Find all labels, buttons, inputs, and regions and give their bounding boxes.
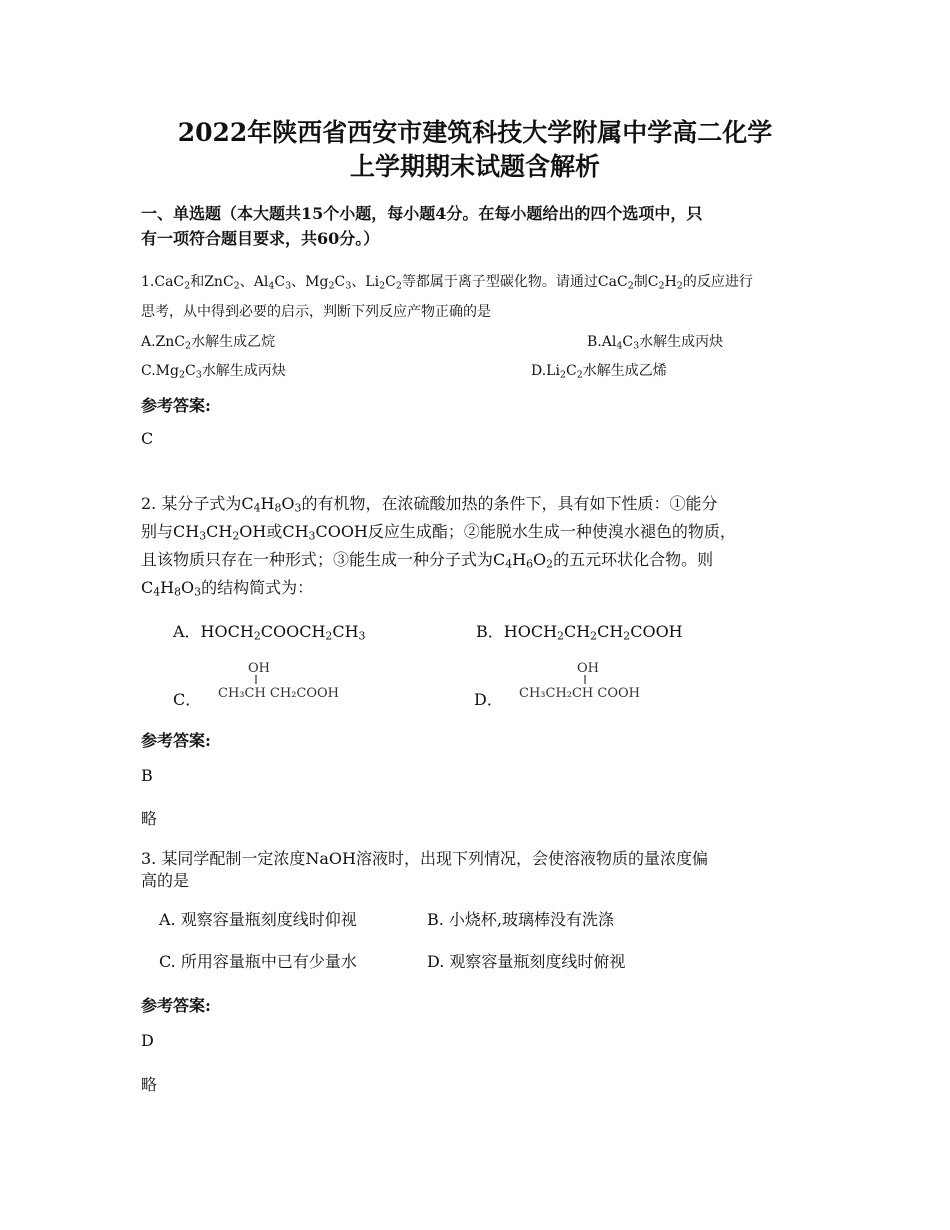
document-title-line1: 2022年陕西省西安市建筑科技大学附属中学高二化学 xyxy=(177,118,773,147)
q3-answer: D xyxy=(141,1031,154,1050)
text-run: 水解生成丙炔 xyxy=(201,363,286,379)
text-run: 2. 某分子式为C xyxy=(141,494,254,513)
subscript: 3 xyxy=(633,340,640,352)
text-run: CH xyxy=(332,622,359,641)
text-run: H xyxy=(512,550,527,569)
subscript: 8 xyxy=(174,585,182,599)
q2-option-c-label: C． xyxy=(173,690,202,709)
subscript: 2 xyxy=(328,280,335,292)
subscript: 3 xyxy=(358,629,366,643)
q3-note: 略 xyxy=(141,1075,158,1094)
text-run: COOCH xyxy=(260,622,326,641)
subscript: 2 xyxy=(185,340,192,352)
subscript: 3 xyxy=(194,585,202,599)
q2-answer: B xyxy=(141,766,153,785)
text-run: CH xyxy=(563,622,591,641)
subscript: 3 xyxy=(195,369,202,381)
structure-d-oh: OH xyxy=(577,661,599,676)
structure-c-oh: OH xyxy=(248,661,270,676)
text-run: CH xyxy=(597,622,624,641)
text-run: 的五元环状化合物。则 xyxy=(553,550,714,569)
q2-option-b xyxy=(476,618,683,646)
q2-option-d-structure xyxy=(517,656,657,710)
q2-option-d-label: D． xyxy=(474,690,503,709)
q2-line4 xyxy=(141,574,313,602)
text-run: 和ZnC xyxy=(190,274,234,290)
text-run: 的有机物，在浓硫酸加热的条件下，具有如下性质：①能分 xyxy=(301,494,718,513)
q2-line2 xyxy=(141,518,736,546)
q1-line2: 思考，从中得到必要的启示，判断下列反应产物正确的是 xyxy=(141,304,491,320)
text-run: 水解生成乙烷 xyxy=(191,334,276,350)
text-run: CH xyxy=(206,522,233,541)
text-run: 水解生成丙炔 xyxy=(639,334,724,350)
text-run: H xyxy=(260,494,275,513)
text-run: D.Li xyxy=(531,363,560,379)
q3-option-b: B. 小烧杯,玻璃棒没有洗涤 xyxy=(427,910,615,929)
section-heading-line1: 一、单选题（本大题共15个小题，每小题4分。在每小题给出的四个选项中，只 xyxy=(141,204,703,223)
text-run: C xyxy=(385,274,396,290)
structure-d-chain: CH₃CH₂CH COOH xyxy=(519,686,641,701)
text-run: 的结构简式为： xyxy=(201,578,314,597)
text-run: 的反应进行 xyxy=(682,274,753,290)
text-run: 等都属于离子型碳化物。请通过CaC xyxy=(401,274,628,290)
q3-line1: 3. 某同学配制一定浓度NaOH溶液时，出现下列情况，会使溶液物质的量浓度偏 xyxy=(141,849,708,868)
q1-option-a xyxy=(141,328,275,357)
subscript: 4 xyxy=(153,585,161,599)
subscript: 2 xyxy=(627,280,634,292)
text-run: C xyxy=(334,274,346,290)
subscript: 2 xyxy=(546,557,554,571)
q2-line3 xyxy=(141,546,713,574)
q3-answer-label: 参考答案: xyxy=(141,996,211,1015)
text-run: 制C xyxy=(633,274,659,290)
text-run: O xyxy=(281,494,295,513)
subscript: 2 xyxy=(379,280,386,292)
section-heading-line2: 有一项符合题目要求，共60分。） xyxy=(141,229,380,248)
text-run: C xyxy=(274,274,286,290)
subscript: 2 xyxy=(395,280,402,292)
subscript: 2 xyxy=(676,280,683,292)
q3-option-c: C. 所用容量瓶中已有少量水 xyxy=(159,952,357,971)
subscript: 3 xyxy=(285,280,292,292)
q1-answer-label: 参考答案: xyxy=(141,396,211,415)
subscript: 2 xyxy=(559,369,567,381)
text-run: COOH xyxy=(630,622,683,641)
text-run: COOH反应生成酯；②能脱水生成一种使溴水褪色的物质， xyxy=(315,522,736,541)
subscript: 2 xyxy=(623,629,631,643)
q3-option-a: A. 观察容量瓶刻度线时仰视 xyxy=(159,910,357,929)
q3-line2: 高的是 xyxy=(141,871,190,890)
q1-line1 xyxy=(141,268,753,297)
text-run: 水解生成乙烯 xyxy=(582,363,667,379)
subscript: 6 xyxy=(526,557,534,571)
subscript: 2 xyxy=(557,629,564,643)
subscript: 4 xyxy=(268,280,275,292)
text-run: H xyxy=(664,274,677,290)
text-run: C xyxy=(185,363,196,379)
subscript: 4 xyxy=(505,557,513,571)
text-run: H xyxy=(160,578,175,597)
text-run: B．HOCH xyxy=(476,622,558,641)
q1-number: 1. xyxy=(141,274,155,290)
q2-answer-label: 参考答案: xyxy=(141,731,211,750)
text-run: O xyxy=(181,578,195,597)
subscript: 2 xyxy=(576,369,583,381)
q1-option-c xyxy=(141,357,286,386)
text-run: C.Mg xyxy=(141,363,179,379)
subscript: 3 xyxy=(199,529,207,543)
subscript: 3 xyxy=(294,501,302,515)
q3-option-d: D. 观察容量瓶刻度线时俯视 xyxy=(427,952,626,971)
q2-line1 xyxy=(141,490,717,518)
text-run: C xyxy=(566,363,577,379)
q1-answer: C xyxy=(141,429,154,448)
structure-c-chain: CH₃CH CH₂COOH xyxy=(218,686,340,701)
subscript: 3 xyxy=(345,280,352,292)
subscript: 4 xyxy=(253,501,261,515)
subscript: 2 xyxy=(658,280,665,292)
subscript: 2 xyxy=(233,280,240,292)
text-run: B.Al xyxy=(587,334,617,350)
subscript: 2 xyxy=(178,369,186,381)
q1-option-d xyxy=(531,357,667,386)
text-run: A．HOCH xyxy=(173,622,254,641)
subscript: 2 xyxy=(590,629,598,643)
subscript: 2 xyxy=(253,629,261,643)
text-run: C xyxy=(141,578,154,597)
subscript: 8 xyxy=(274,501,282,515)
text-run: 、Al xyxy=(239,274,269,290)
q2-note: 略 xyxy=(141,809,158,828)
q1-stem-rich xyxy=(154,274,752,290)
subscript: 4 xyxy=(616,340,623,352)
subscript: 3 xyxy=(308,529,316,543)
text-run: A.ZnC xyxy=(141,334,186,350)
subscript: 2 xyxy=(184,280,191,292)
q2-option-c-structure xyxy=(216,656,356,710)
text-run: 、Li xyxy=(351,274,380,290)
q1-option-b xyxy=(587,328,723,357)
text-run: O xyxy=(533,550,547,569)
text-run: 别与CH xyxy=(141,522,200,541)
document-title-line2: 上学期期末试题含解析 xyxy=(349,152,600,181)
text-run: CaC xyxy=(154,274,185,290)
subscript: 2 xyxy=(325,629,333,643)
q2-option-a xyxy=(173,618,365,646)
text-run: C xyxy=(622,334,634,350)
text-run: 且该物质只存在一种形式；③能生成一种分子式为C xyxy=(141,550,506,569)
text-run: 、Mg xyxy=(291,274,329,290)
subscript: 2 xyxy=(232,529,240,543)
text-run: OH或CH xyxy=(239,522,309,541)
